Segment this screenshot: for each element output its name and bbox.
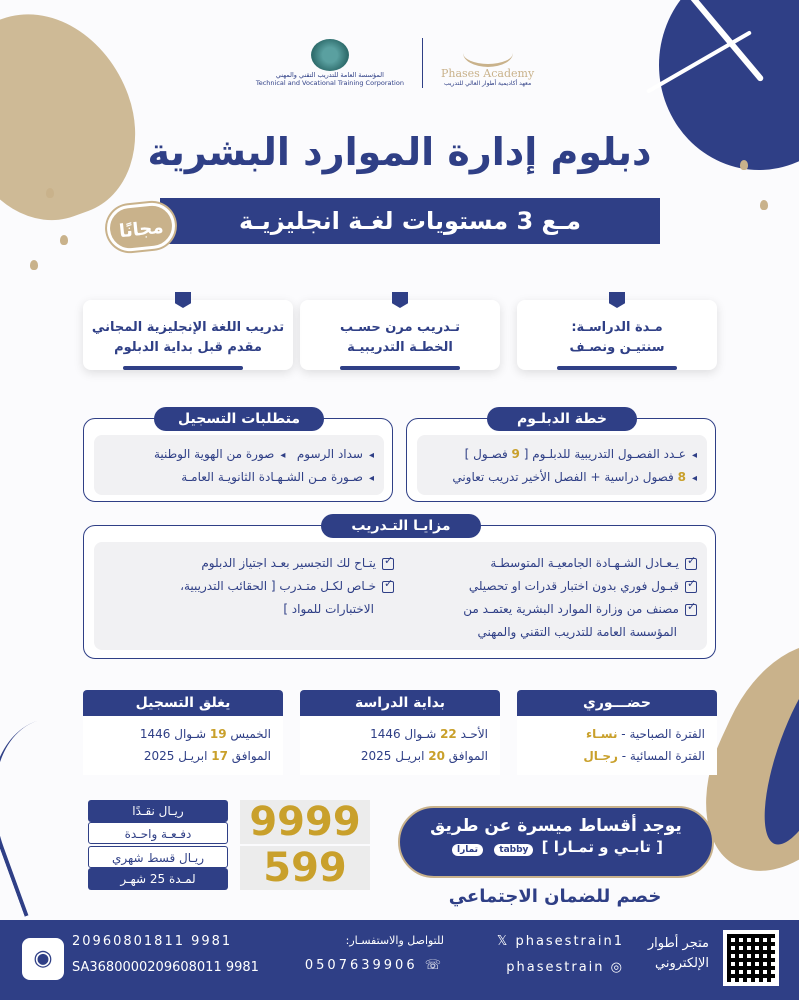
cash-price: 9999 (240, 800, 370, 844)
social-handle[interactable]: ◎ phasestrain (506, 960, 624, 975)
list-item: الاختبارات للمواد ] (283, 602, 374, 616)
pin-icon (609, 292, 625, 308)
bank-account: 20960801811 9981 (72, 934, 233, 949)
contact-label: للتواصل والاستفسـار: (345, 934, 444, 947)
text: مصنف من وزارة الموارد البشرية يعتمـد من (463, 602, 679, 616)
text: عـدد الفصـول التدريبية للدبلـوم [ (519, 447, 686, 461)
phone-number[interactable]: ☏ 0507639906 (304, 958, 444, 973)
plan-box (406, 411, 716, 502)
list-item (427, 470, 697, 484)
footer (0, 920, 799, 1000)
bank-logo-icon: ◉ (22, 938, 64, 980)
dot-decoration (760, 200, 768, 210)
monthly-label-sub: لمـدة 25 شهـر (88, 868, 228, 890)
text: يتـاح لك التجسير بعـد اجتياز الدبلوم (201, 556, 376, 570)
schedule-line: الفترة المسائية - رجـال (583, 748, 705, 763)
pin-icon (392, 292, 408, 308)
card-english (83, 300, 293, 370)
phases-name-en: Phases Academy (440, 67, 535, 80)
x-handle[interactable]: 𝕏 phasestrain1 (496, 934, 624, 949)
text: خـاص لكـل متـدرب [ الحقائب التدريبية، (180, 579, 376, 593)
highlight: 9 (511, 447, 520, 461)
tvtc-emblem-icon (311, 39, 349, 71)
phases-logo (441, 39, 534, 87)
plan-list (417, 435, 707, 495)
list-item (104, 470, 374, 484)
list-item (427, 447, 697, 461)
list-item (104, 447, 374, 461)
schedule-body (300, 716, 500, 775)
schedule-start (300, 690, 500, 775)
dot-decoration (30, 260, 38, 270)
store-label-sub: الإلكتروني (655, 956, 709, 971)
card-underline (557, 366, 677, 370)
bank-iban: SA3680000209608011 9981 (72, 960, 259, 975)
card-duration (517, 300, 717, 370)
schedule-line: الأحـد 22 شـوال 1446 (370, 727, 488, 741)
monthly-label: ريـال قسط شهري (88, 846, 228, 868)
bullet-icon: ◂ (368, 473, 374, 484)
list-item (104, 579, 394, 593)
list-item (397, 602, 697, 616)
dot-decoration (60, 235, 68, 245)
schedule-body (517, 716, 717, 775)
check-icon (382, 581, 394, 593)
card-line: سنتيـن ونصـف (569, 339, 665, 355)
card-line: تـدريب مرن حسـب (339, 320, 461, 335)
pin-icon (175, 292, 191, 308)
phases-name-ar: معهد أكاديمية أطوار العالي للتدريب (443, 80, 532, 87)
dot-decoration (46, 188, 54, 198)
text: فصـول ] (464, 447, 512, 461)
whatsapp-icon: ☏ (417, 958, 444, 973)
subtitle-banner: مـع 3 مستويات لغـة انجليزيـة (160, 198, 660, 244)
tamara-logo: تمارا (452, 844, 483, 856)
text: قبـول فوري بدون اختبار قدرات او تحصيلي (468, 579, 679, 593)
schedule-line: الخميس 19 شـوال 1446 (139, 727, 271, 741)
check-icon (382, 558, 394, 570)
phases-emblem-icon (463, 39, 513, 67)
discount-note: خصم للضمان الاجتماعي (448, 886, 662, 907)
schedule-line: الموافق 20 ابريـل 2025 (360, 748, 488, 763)
cash-label: ريـال نقـدًا (88, 800, 228, 822)
benefits-left-column (104, 556, 394, 625)
benefits-right-column (397, 556, 697, 648)
card-line: مـدة الدراسـة: (571, 320, 663, 335)
check-icon (685, 581, 697, 593)
list-item (397, 556, 697, 570)
instagram-icon: ◎ (604, 960, 624, 975)
schedule-body (83, 716, 283, 775)
schedule-title: بداية الدراسة (300, 690, 500, 716)
card-line: تدريب اللغة الإنجليزية المجاني (91, 320, 285, 335)
header-logos (250, 28, 540, 98)
card-line: مقدم قبل بداية الدبلوم (114, 339, 262, 355)
card-flexible (300, 300, 500, 370)
schedule-attendance (517, 690, 717, 775)
card-line: الخطـة التدريبيـة (347, 339, 453, 355)
list-item (397, 579, 697, 593)
highlight: 8 (677, 470, 686, 484)
logo-divider (422, 38, 423, 88)
card-underline (123, 366, 243, 370)
bullet-icon: ◂ (368, 450, 374, 461)
qr-code-icon[interactable] (723, 930, 779, 986)
benefits-list (94, 542, 707, 650)
store-label: متجر أطوار (647, 936, 709, 951)
tvtc-name-en: Technical and Vocational Training Corporation (255, 79, 404, 87)
text: يـعـادل الشـهـادة الجامعيـة المتوسطـة (490, 556, 679, 570)
list-item (104, 556, 394, 570)
bullet-icon: ◂ (691, 450, 697, 461)
free-badge: مجانًا (105, 201, 177, 254)
text: صورة من الهوية الوطنية (153, 447, 275, 461)
x-icon: 𝕏 (496, 934, 516, 949)
requirements-list (94, 435, 384, 495)
installments-line1: يوجد أقساط ميسرة عن طريق (430, 816, 682, 836)
card-underline (340, 366, 460, 370)
requirements-title: متطلبات التسجيل (154, 407, 324, 431)
requirements-box (83, 411, 393, 502)
text: فصول دراسية + الفصل الأخير تدريب تعاوني (452, 470, 678, 484)
check-icon (685, 604, 697, 616)
schedule-line: الموافق 17 ابريـل 2025 (143, 748, 271, 763)
plan-title: خطة الدبلـوم (487, 407, 637, 431)
text: سداد الرسوم (296, 447, 363, 461)
benefits-box (83, 518, 716, 659)
schedule-close (83, 690, 283, 775)
tvtc-name-ar: المؤسسة العامة للتدريب التقني والمهني (275, 70, 384, 79)
benefits-title: مزايـا التـدريب (321, 514, 481, 538)
installments-line2 (400, 838, 712, 856)
schedule-title: يغلق التسجيل (83, 690, 283, 716)
check-icon (685, 558, 697, 570)
list-item: المؤسسة العامة للتدريب التقني والمهني (477, 625, 677, 639)
cash-label-sub: دفـعـة واحـدة (88, 822, 228, 844)
text: صـورة مـن الشـهـادة الثانويـة العامـة (181, 470, 363, 484)
bullet-icon: ◂ (691, 473, 697, 484)
monthly-price: 599 (240, 846, 370, 890)
text: [ تابـي و تمـارا ] (541, 838, 664, 856)
installments-banner (398, 806, 714, 878)
page-title: دبلوم إدارة الموارد البشرية (147, 130, 652, 174)
bullet-icon: ◂ (280, 450, 286, 461)
schedule-title: حضـــوري (517, 690, 717, 716)
tvtc-logo (256, 39, 404, 88)
schedule-line: الفترة الصباحية - نسـاء (586, 727, 705, 741)
tabby-logo: tabby (494, 844, 533, 856)
